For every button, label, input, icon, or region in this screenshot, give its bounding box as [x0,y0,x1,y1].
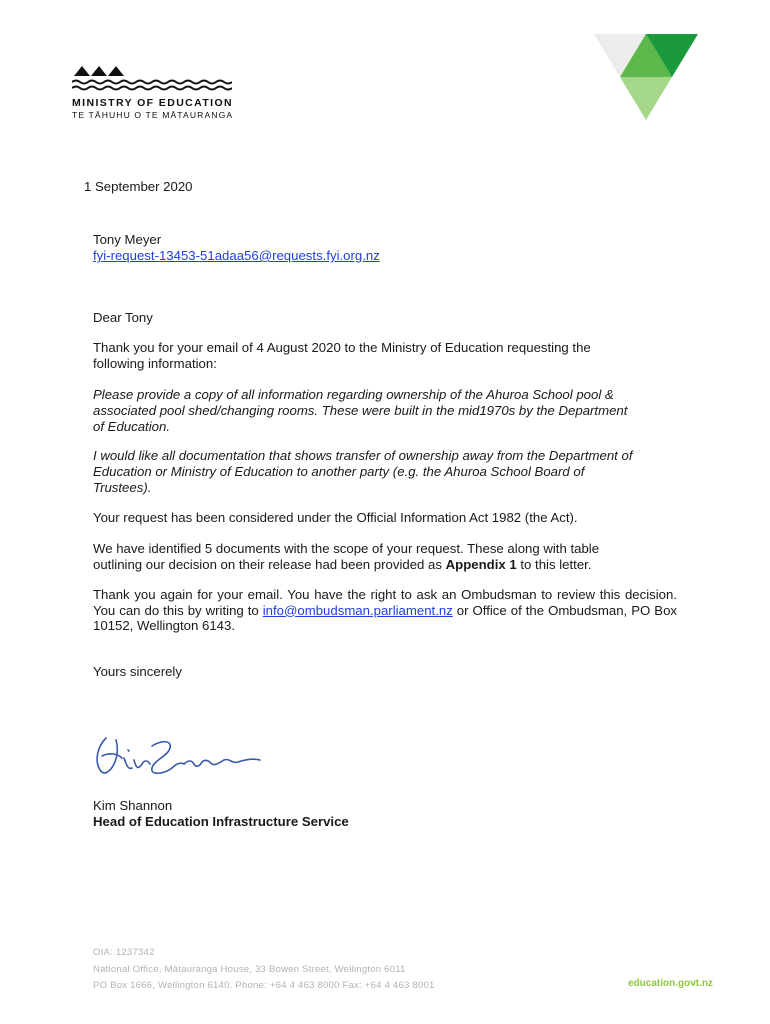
request-1-line-3: of Education. [93,419,170,434]
recipient-name: Tony Meyer [93,232,162,247]
ministry-name: MINISTRY OF EDUCATION [72,97,234,109]
footer-oia: OIA: 1237342 [93,947,155,958]
ministry-logo [72,64,237,120]
request-2-line-1: I would like all documentation that shows transfer of ownership away from the Department of [93,448,633,463]
intro-line-1: Thank you for your email of 4 August 2020 to the Ministry of Education requesting the [93,340,591,355]
ombudsman-text-2: or Office of the Ombudsman, PO Box 10152, Wellington 6143. [93,602,677,634]
signatory-title: Head of Education Infrastructure Service [93,814,349,829]
request-2-line-2: Education or Ministry of Education to another party (e.g. the Ahuroa School Board of [93,464,585,479]
ombudsman-text-1: Thank you again for your email. You have the right to ask an Ombudsman to review this decision. You can do this by writing to [93,587,677,618]
handwritten-signature [92,728,272,784]
identified-text-pre: outlining our decision on their release had been provided as [93,557,446,572]
considered-paragraph: Your request has been considered under the Official Information Act 1982 (the Act). [93,510,578,525]
request-1-line-2: associated pool shed/changing rooms. These were built in the mid1970s by the Department [93,403,628,418]
footer-website[interactable]: education.govt.nz [628,978,713,989]
salutation: Dear Tony [93,310,153,325]
footer-address-line-1: National Office, Mātauranga House, 33 Bowen Street, Wellington 6011 [93,964,406,975]
ministry-maori-name: TE TĀHUHU O TE MĀTAURANGA [72,110,234,120]
appendix-reference: Appendix 1 [445,557,517,572]
intro-line-2: following information: [93,356,217,371]
recipient-email-link[interactable]: fyi-request-13453-51adaa56@requests.fyi.org.nz [93,248,380,263]
closing: Yours sincerely [93,664,182,679]
ombudsman-email-link[interactable]: info@ombudsman.parliament.nz [262,602,453,618]
mountains-wave-icon [72,64,232,96]
request-2-line-3: Trustees). [93,480,152,495]
triangle-brand-icon [594,34,698,120]
footer-address-line-2: PO Box 1666, Wellington 6140. Phone: +64 4 463 8000 Fax: +64 4 463 8001 [93,980,435,991]
letter-date: 1 September 2020 [84,179,193,194]
identified-line-1: We have identified 5 documents with the scope of your request. These along with table [93,541,600,556]
identified-text-post: to this letter. [516,557,592,572]
ombudsman-paragraph [93,587,677,634]
signatory-name: Kim Shannon [93,798,173,813]
identified-line-2 [93,557,591,573]
request-1-line-1: Please provide a copy of all information regarding ownership of the Ahuroa School pool & [93,387,614,402]
